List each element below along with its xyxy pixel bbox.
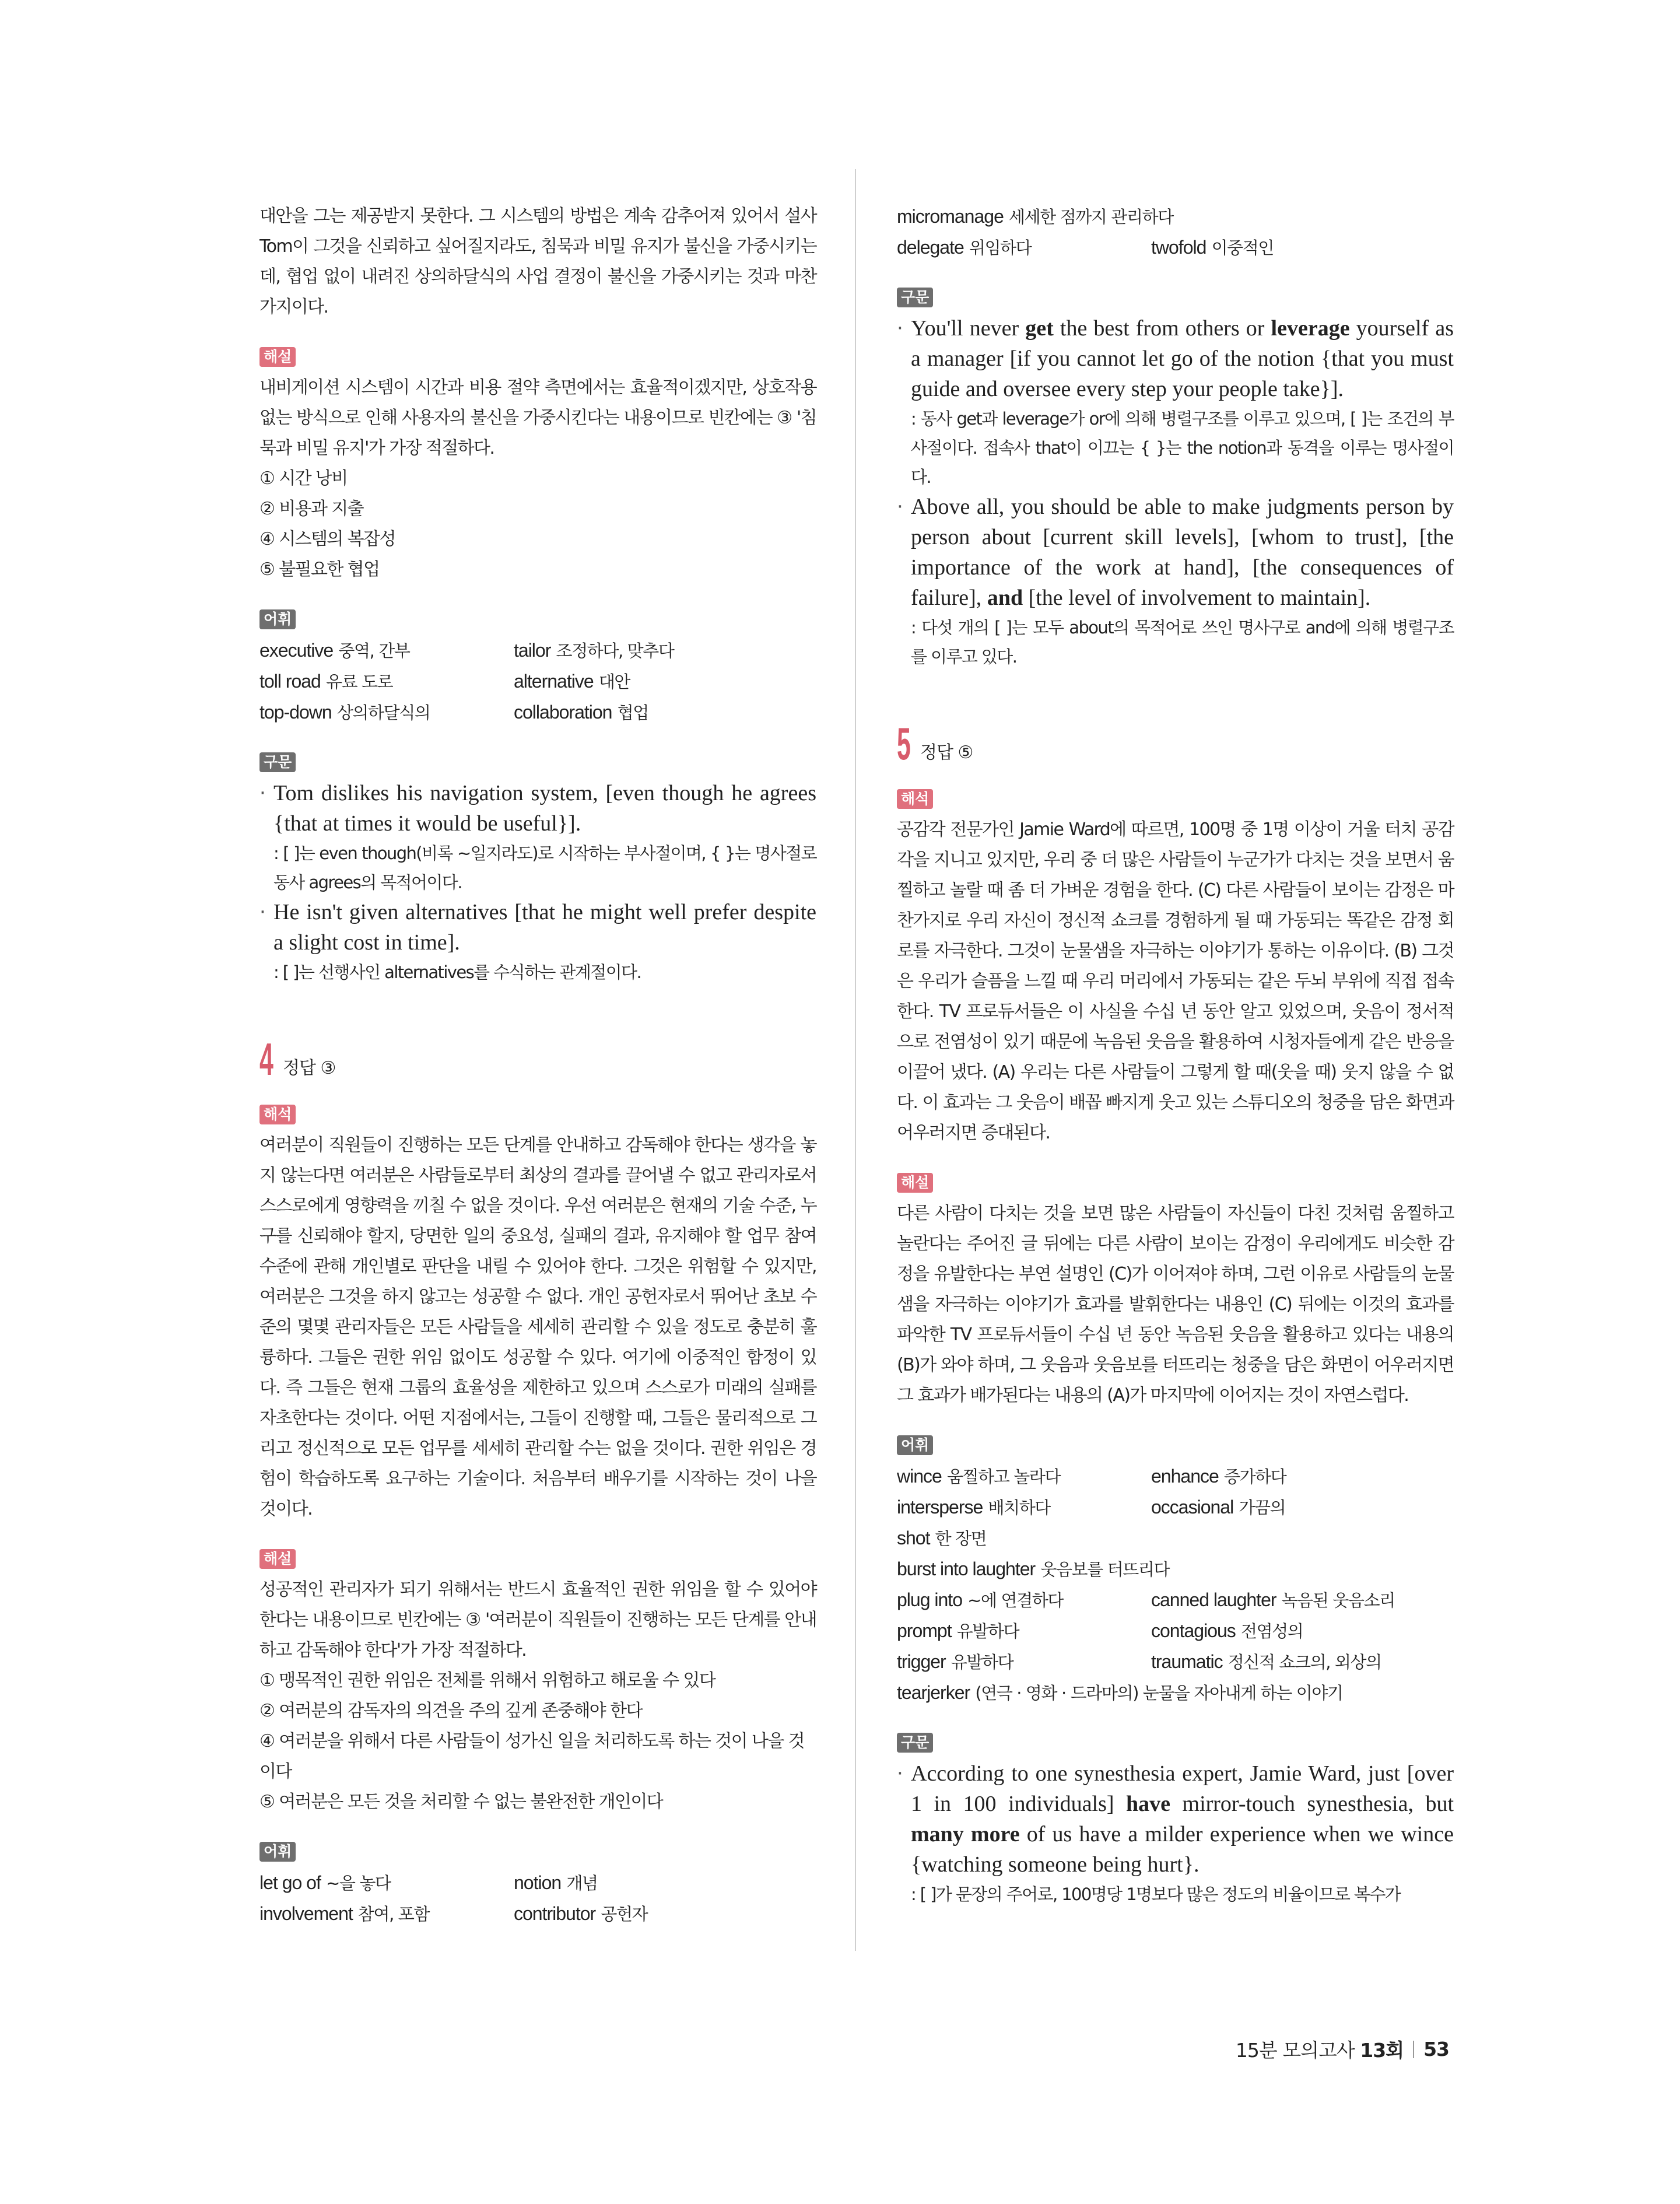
- q3-translation-continued: 대안을 그는 제공받지 못한다. 그 시스템의 방법은 계속 감추어져 있어서 설사 Tom이 그것을 신뢰하고 싶어질지라도, 침묵과 비밀 유지가 불신을 가중시키는데, 협업 없이 내려진 상의하달식의 사업 결정이 불신을 가중시키는 것과 마찬가지이다.: [259, 206, 816, 317]
- vocab-item: [897, 1461, 1151, 1492]
- vocab-item: [1151, 232, 1454, 263]
- vocab-item: [259, 1867, 514, 1898]
- bullet-icon: ·: [259, 900, 266, 924]
- vocab-meaning: 배치하다: [988, 1498, 1050, 1518]
- vocab-word: shot: [897, 1527, 930, 1548]
- q3-option: ② 비용과 지출: [259, 499, 364, 519]
- q4-translation-tag: 해석: [259, 1105, 296, 1124]
- bullet-icon: ·: [259, 782, 266, 805]
- q3-vocab-list: [259, 635, 816, 728]
- column-divider: [855, 169, 856, 1951]
- vocab-word: burst into laughter: [897, 1558, 1036, 1579]
- q4-explain-tag: 해설: [259, 1549, 296, 1569]
- vocab-word: trigger: [897, 1651, 946, 1672]
- vocab-item: [897, 1646, 1151, 1677]
- vocab-meaning: 웃음보를 터뜨리다: [1040, 1560, 1170, 1579]
- vocab-meaning: ~을 놓다: [326, 1873, 391, 1893]
- vocab-item: [1151, 1585, 1454, 1616]
- vocab-item: [1151, 1616, 1454, 1646]
- q4-answer: 정답 ③: [283, 1058, 336, 1078]
- q4-syntax-tag: 구문: [897, 288, 933, 307]
- vocab-word: twofold: [1151, 237, 1206, 258]
- vocab-word: wince: [897, 1466, 942, 1487]
- vocab-meaning: 가끔의: [1239, 1498, 1286, 1518]
- q5-vocab-list: [897, 1461, 1454, 1708]
- q3-vocab-tag: 어휘: [259, 609, 296, 629]
- vocab-item: [897, 201, 1454, 232]
- vocab-meaning: (연극 · 영화 · 드라마의) 눈물을 자아내게 하는 이야기: [975, 1683, 1343, 1703]
- vocab-meaning: 정신적 쇼크의, 외상의: [1227, 1652, 1381, 1672]
- q4-explanation: 성공적인 관리자가 되기 위해서는 반드시 효율적인 권한 위임을 할 수 있어야 한다는 내용이므로 빈칸에는 ③ '여러분이 직원들이 진행하는 모든 단계를 안내하고 감독해야 한다'가 가장 적절하다.: [259, 1579, 816, 1660]
- page-number: 53: [1423, 2038, 1449, 2061]
- q4-option: ④ 여러분을 위해서 다른 사람들이 성가신 일을 처리하도록 하는 것이 나을 것이다: [259, 1731, 804, 1782]
- q5-translation: 공감각 전문가인 Jamie Ward에 따르면, 100명 중 1명 이상이 거울 터치 공감각을 지니고 있지만, 우리 중 더 많은 사람들이 누군가가 다치는 것을 보면서 움찔하고 놀랄 때 좀 더 가벼운 경험을 한다. (C) 다른 사람들이 보이는 감정은 마찬가지로 우리 자신이 정신적 쇼크를 경험하게 될 때 가동되는 똑같은 감정 회로를 자극한다. 그것이 눈물샘을 자극하는 이야기가 통하는 이유이다. (B) 그것은 우리가 슬픔을 느낄 때 우리 머리에서 가동되는 같은 두뇌 부위에 직접 접속한다. TV 프로듀서들은 이 사실을 수십 년 동안 알고 있었으며, 웃음이 정서적으로 전염성이 있기 때문에 녹음된 웃음을 활용하여 시청자들에게 같은 반응을 이끌어 냈다. (A) 우리는 다른 사람들이 그렇게 할 때(웃을 때) 웃지 않을 수 없다. 이 효과는 그 웃음이 배꼽 빠지게 웃고 있는 스튜디오의 청중을 담은 화면과 어우러지면 증대된다.: [897, 819, 1454, 1143]
- vocab-word: prompt: [897, 1620, 952, 1641]
- bullet-icon: ·: [897, 495, 903, 518]
- vocab-word: alternative: [514, 671, 594, 692]
- vocab-meaning: 공헌자: [601, 1904, 648, 1924]
- syntax-english: According to one synesthesia expert, Jamie Ward, just [over 1 in 100 individuals] have mirror-touch synesthesia, but many more of us have a milder experience when we wince {watching someone being hurt}.: [911, 1761, 1454, 1877]
- vocab-meaning: 대안: [598, 672, 630, 692]
- vocab-item: [259, 635, 514, 666]
- vocab-meaning: 이중적인: [1211, 238, 1274, 258]
- vocab-word: intersperse: [897, 1497, 983, 1518]
- q3-option: ① 시간 낭비: [259, 468, 348, 489]
- q5-explain-tag: 해설: [897, 1173, 933, 1193]
- q4-translation: 여러분이 직원들이 진행하는 모든 단계를 안내하고 감독해야 한다는 생각을 놓지 않는다면 여러분은 사람들로부터 최상의 결과를 끌어낼 수 없고 관리자로서 스스로에게 영향력을 끼칠 수 없을 것이다. 우선 여러분은 현재의 기술 수준, 누구를 신뢰해야 할지, 당면한 일의 중요성, 실패의 결과, 유지해야 할 업무 참여 수준에 관해 개인별로 판단을 내릴 수 있어야 한다. 그것은 위험할 수 있지만, 여러분은 그것을 하지 않고는 성공할 수 없다. 개인 공헌자로서 뛰어난 초보 수준의 몇몇 관리자들은 모든 사람들을 세세히 관리할 수 있을 정도로 충분히 훌륭하다. 그들은 권한 위임 없이도 성공할 수 있다. 여기에 이중적인 함정이 있다. 즉 그들은 현재 그룹의 효율성을 제한하고 있으며 스스로가 미래의 실패를 자초한다는 것이다. 어떤 지점에서는, 그들이 진행할 때, 그들은 물리적으로 그리고 정신적으로 모든 업무를 세세히 관리할 수는 없을 것이다. 권한 위임은 경험이 학습하도록 요구하는 기술이다. 처음부터 배우기를 시작하는 것이 나을 것이다.: [259, 1135, 816, 1519]
- q5-header: [897, 718, 1454, 769]
- q3-option: ④ 시스템의 복잡성: [259, 529, 395, 549]
- vocab-item: [1151, 1461, 1454, 1492]
- syntax-sentence: [897, 313, 1454, 492]
- syntax-english: Above all, you should be able to make judgments person by person about [current skill levels], [whom to trust], [the importance of the work at hand], [the consequences of failure], and [the level of involvement to maintain].: [911, 495, 1454, 610]
- vocab-item: [514, 666, 816, 697]
- vocab-meaning: 세세한 점까지 관리하다: [1009, 207, 1173, 227]
- syntax-sentence: [259, 778, 816, 897]
- vocab-word: involvement: [259, 1903, 353, 1924]
- q4-vocab-tag: 어휘: [259, 1842, 296, 1862]
- vocab-word: notion: [514, 1872, 562, 1893]
- footer-separator: [1413, 2041, 1414, 2058]
- vocab-meaning: 움찔하고 놀라다: [946, 1467, 1061, 1487]
- syntax-english: You'll never get the best from others or leverage yourself as a manager [if you cannot let go of the notion {that you must guide and oversee every step your people take}].: [911, 316, 1454, 401]
- vocab-item: [897, 1677, 1454, 1708]
- q4-vocab-list-continued: [897, 201, 1454, 263]
- vocab-word: let go of: [259, 1872, 321, 1893]
- vocab-meaning: 녹음된 웃음소리: [1281, 1590, 1395, 1610]
- q5-number: 5: [897, 718, 911, 769]
- vocab-item: [514, 697, 816, 728]
- vocab-meaning: 유발하다: [956, 1621, 1019, 1641]
- vocab-word: top-down: [259, 702, 332, 723]
- vocab-item: [897, 1523, 1454, 1554]
- vocab-item: [514, 635, 816, 666]
- q4-vocab-list: [259, 1867, 816, 1929]
- footer-round: 13회: [1360, 2039, 1404, 2062]
- q4-number: 4: [259, 1033, 273, 1085]
- vocab-meaning: 증가하다: [1223, 1467, 1286, 1487]
- q3-explanation: 내비게이션 시스템이 시간과 비용 절약 측면에서는 효율적이겠지만, 상호작용 없는 방식으로 인해 사용자의 불신을 가중시킨다는 내용이므로 빈칸에는 ③ '침묵과 비밀 유지'가 가장 적절하다.: [259, 377, 816, 458]
- vocab-item: [259, 697, 514, 728]
- vocab-item: [897, 1554, 1454, 1585]
- vocab-item: [897, 1492, 1151, 1523]
- vocab-word: enhance: [1151, 1466, 1219, 1487]
- vocab-meaning: 개념: [566, 1873, 598, 1893]
- vocab-word: tearjerker: [897, 1682, 970, 1703]
- vocab-word: tailor: [514, 640, 551, 661]
- vocab-word: micromanage: [897, 206, 1004, 227]
- syntax-sentence: [897, 1758, 1454, 1909]
- q5-syntax-tag: 구문: [897, 1733, 933, 1753]
- vocab-item: [514, 1867, 816, 1898]
- vocab-word: collaboration: [514, 702, 612, 723]
- vocab-meaning: 상의하달식의: [336, 703, 430, 723]
- vocab-meaning: 유료 도로: [326, 672, 393, 692]
- q4-option: ⑤ 여러분은 모든 것을 처리할 수 없는 불완전한 개인이다: [259, 1792, 663, 1812]
- vocab-item: [1151, 1646, 1454, 1677]
- q3-option-list: [259, 464, 816, 585]
- q3-explain-tag: 해설: [259, 347, 296, 367]
- vocab-item: [259, 1898, 514, 1929]
- vocab-meaning: 중역, 간부: [338, 641, 410, 661]
- vocab-word: canned laughter: [1151, 1589, 1276, 1610]
- vocab-item: [1151, 1492, 1454, 1523]
- vocab-word: delegate: [897, 237, 964, 258]
- vocab-meaning: ~에 연결하다: [967, 1590, 1063, 1610]
- q3-option: ⑤ 불필요한 협업: [259, 559, 380, 580]
- syntax-note: : [ ]는 선행사인 alternatives를 수식하는 관계절이다.: [273, 962, 641, 982]
- q5-explanation: 다른 사람이 다치는 것을 보면 많은 사람들이 자신들이 다친 것처럼 움찔하고 놀란다는 주어진 글 뒤에는 다른 사람이 보이는 감정이 우리에게도 비슷한 감정을 유발한다는 부연 설명인 (C)가 이어져야 하며, 그런 이유로 사람들의 눈물샘을 자극하는 이야기가 효과를 발휘한다는 내용인 (C) 뒤에는 이것의 효과를 파악한 TV 프로듀서들이 수십 년 동안 녹음된 웃음을 활용하고 있다는 내용의 (B)가 와야 하며, 그 웃음과 웃음보를 터뜨리는 청중을 담은 화면이 어우러지면 그 효과가 배가된다는 내용의 (A)가 마지막에 이어지는 것이 자연스럽다.: [897, 1203, 1454, 1406]
- q3-syntax-tag: 구문: [259, 752, 296, 772]
- syntax-note: : [ ]가 문장의 주어로, 100명당 1명보다 많은 정도의 비율이므로 복수가: [911, 1884, 1401, 1904]
- syntax-note: : 다섯 개의 [ ]는 모두 about의 목적어로 쓰인 명사구로 and에 의해 병렬구조를 이루고 있다.: [911, 618, 1454, 667]
- vocab-item: [259, 666, 514, 697]
- q4-option: ① 맹목적인 권한 위임은 전체를 위해서 위험하고 해로울 수 있다: [259, 1670, 716, 1691]
- vocab-meaning: 전염성의: [1240, 1621, 1303, 1641]
- syntax-english: Tom dislikes his navigation system, [even though he agrees {that at times it would be useful}].: [273, 781, 816, 836]
- vocab-item: [897, 1585, 1151, 1616]
- page-footer: [1236, 2035, 1449, 2063]
- vocab-word: plug into: [897, 1589, 962, 1610]
- vocab-meaning: 협업: [617, 703, 648, 723]
- vocab-word: toll road: [259, 671, 321, 692]
- q5-vocab-tag: 어휘: [897, 1435, 933, 1455]
- footer-label: 15분 모의고사: [1235, 2039, 1355, 2062]
- q4-option: ② 여러분의 감독자의 의견을 주의 깊게 존중해야 한다: [259, 1701, 642, 1721]
- vocab-meaning: 한 장면: [935, 1529, 987, 1548]
- vocab-meaning: 조정하다, 맞추다: [556, 641, 674, 661]
- vocab-word: contributor: [514, 1903, 596, 1924]
- q4-header: [259, 1033, 816, 1085]
- syntax-note: : 동사 get과 leverage가 or에 의해 병렬구조를 이루고 있으며, [ ]는 조건의 부사절이다. 접속사 that이 이끄는 { }는 the notion과 동격을 이루는 명사절이다.: [911, 409, 1454, 487]
- q5-answer: 정답 ⑤: [920, 742, 973, 763]
- vocab-item: [514, 1898, 816, 1929]
- vocab-word: traumatic: [1151, 1651, 1223, 1672]
- bullet-icon: ·: [897, 317, 903, 340]
- q4-option-list: [259, 1666, 816, 1817]
- vocab-meaning: 유발하다: [951, 1652, 1013, 1672]
- bullet-icon: ·: [897, 1762, 903, 1785]
- syntax-sentence: [259, 897, 816, 987]
- q5-translation-tag: 해석: [897, 789, 933, 809]
- vocab-word: occasional: [1151, 1497, 1234, 1518]
- syntax-note: : [ ]는 even though(비록 ~일지라도)로 시작하는 부사절이며, { }는 명사절로 동사 agrees의 목적어이다.: [273, 843, 816, 892]
- left-column: [259, 201, 816, 1929]
- vocab-word: executive: [259, 640, 334, 661]
- syntax-english: He isn't given alternatives [that he might well prefer despite a slight cost in time].: [273, 900, 816, 955]
- vocab-meaning: 참여, 포함: [357, 1904, 430, 1924]
- right-column: [897, 201, 1454, 1909]
- vocab-item: [897, 232, 1151, 263]
- vocab-meaning: 위임하다: [969, 238, 1032, 258]
- syntax-sentence: [897, 492, 1454, 671]
- vocab-word: contagious: [1151, 1620, 1236, 1641]
- vocab-item: [897, 1616, 1151, 1646]
